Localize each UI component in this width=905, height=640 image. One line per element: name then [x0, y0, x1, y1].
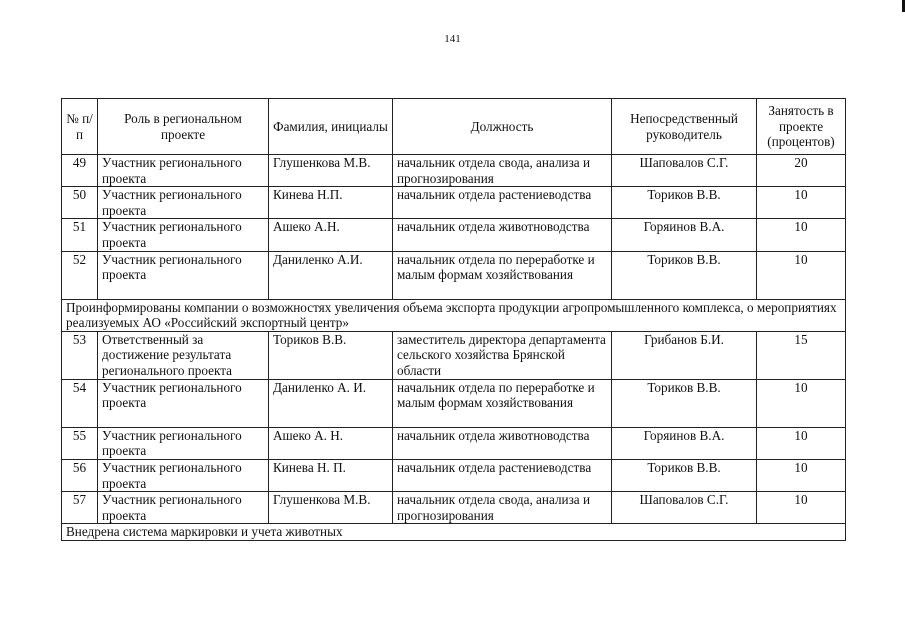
row-role: Участник регионального проекта [98, 155, 269, 187]
row-num: 51 [62, 219, 98, 251]
row-num: 56 [62, 459, 98, 491]
table-row [62, 187, 846, 219]
row-manager: Горяинов В.А. [612, 427, 757, 459]
row-manager: Ториков В.В. [612, 187, 757, 219]
header-position: Должность [393, 99, 612, 155]
header-load: Занятость в проекте (процентов) [757, 99, 846, 155]
row-num: 49 [62, 155, 98, 187]
row-num: 54 [62, 379, 98, 427]
table-row [62, 459, 846, 491]
row-load: 10 [757, 459, 846, 491]
table-row [62, 379, 846, 427]
row-role: Участник регионального проекта [98, 251, 269, 299]
row-role: Ответственный за достижение результата регионального проекта [98, 331, 269, 379]
row-num: 53 [62, 331, 98, 379]
table-row [62, 331, 846, 379]
row-name: Кинева Н. П. [269, 459, 393, 491]
row-role: Участник регионального проекта [98, 379, 269, 427]
row-load: 10 [757, 379, 846, 427]
row-role: Участник регионального проекта [98, 492, 269, 524]
row-manager: Ториков В.В. [612, 459, 757, 491]
project-participants-table [61, 98, 846, 541]
row-load: 15 [757, 331, 846, 379]
table-row [62, 427, 846, 459]
row-load: 10 [757, 492, 846, 524]
row-name: Даниленко А. И. [269, 379, 393, 427]
row-manager: Шаповалов С.Г. [612, 155, 757, 187]
section-title: Внедрена система маркировки и учета животных [62, 524, 846, 541]
row-position: начальник отдела животноводства [393, 427, 612, 459]
row-role: Участник регионального проекта [98, 187, 269, 219]
row-load: 20 [757, 155, 846, 187]
row-name: Ториков В.В. [269, 331, 393, 379]
page-number: 141 [444, 33, 461, 45]
row-manager: Ториков В.В. [612, 251, 757, 299]
header-manager: Непосредственный руководитель [612, 99, 757, 155]
row-name: Кинева Н.П. [269, 187, 393, 219]
table-row [62, 251, 846, 299]
row-position: начальник отдела свода, анализа и прогнозирования [393, 155, 612, 187]
row-position: начальник отдела растениеводства [393, 459, 612, 491]
row-name: Ашеко А. Н. [269, 427, 393, 459]
row-name: Даниленко А.И. [269, 251, 393, 299]
table-row [62, 219, 846, 251]
row-position: начальник отдела по переработке и малым формам хозяйствования [393, 379, 612, 427]
header-role: Роль в региональном проекте [98, 99, 269, 155]
row-manager: Шаповалов С.Г. [612, 492, 757, 524]
row-load: 10 [757, 251, 846, 299]
section-row [62, 299, 846, 331]
row-manager: Горяинов В.А. [612, 219, 757, 251]
header-num: № п/п [62, 99, 98, 155]
header-name: Фамилия, инициалы [269, 99, 393, 155]
row-name: Ашеко А.Н. [269, 219, 393, 251]
row-position: заместитель директора департамента сельского хозяйства Брянской области [393, 331, 612, 379]
row-manager: Грибанов Б.И. [612, 331, 757, 379]
row-position: начальник отдела растениеводства [393, 187, 612, 219]
row-name: Глушенкова М.В. [269, 492, 393, 524]
row-num: 50 [62, 187, 98, 219]
row-name: Глушенкова М.В. [269, 155, 393, 187]
table-header-row [62, 99, 846, 155]
row-role: Участник регионального проекта [98, 219, 269, 251]
row-position: начальник отдела по переработке и малым формам хозяйствования [393, 251, 612, 299]
row-load: 10 [757, 219, 846, 251]
row-position: начальник отдела свода, анализа и прогнозирования [393, 492, 612, 524]
row-num: 57 [62, 492, 98, 524]
table-row [62, 155, 846, 187]
section-row [62, 524, 846, 541]
row-load: 10 [757, 427, 846, 459]
row-role: Участник регионального проекта [98, 459, 269, 491]
row-manager: Ториков В.В. [612, 379, 757, 427]
section-title: Проинформированы компании о возможностях увеличения объема экспорта продукции агропромышленного комплекса, о мероприятиях реализуемых АО «Российский экспортный центр» [62, 299, 846, 331]
row-load: 10 [757, 187, 846, 219]
table-row [62, 492, 846, 524]
row-num: 52 [62, 251, 98, 299]
row-position: начальник отдела животноводства [393, 219, 612, 251]
row-role: Участник регионального проекта [98, 427, 269, 459]
row-num: 55 [62, 427, 98, 459]
